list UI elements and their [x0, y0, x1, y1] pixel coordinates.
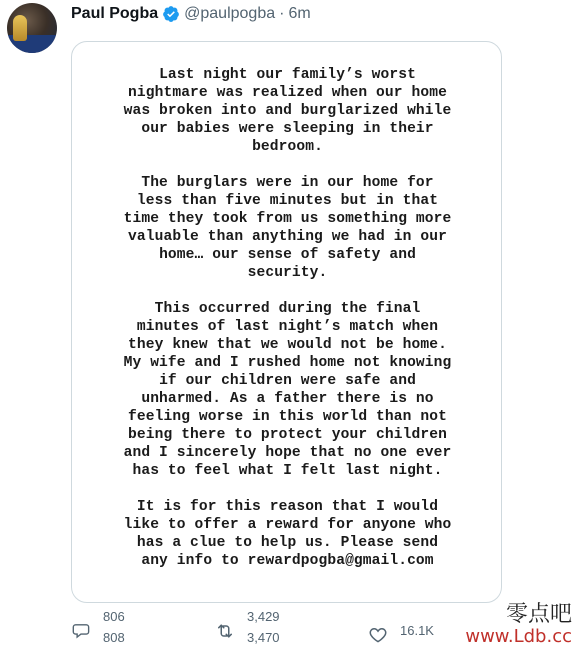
statement-paragraph — [72, 300, 502, 480]
watermark-chinese: 零点吧 — [505, 602, 572, 627]
statement-line: has a clue to help us. Please send — [136, 535, 439, 551]
tweet-header — [71, 4, 311, 24]
avatar-trophy — [13, 15, 27, 41]
statement-line: less than five minutes but in that — [136, 193, 439, 209]
statement-line: time they took from us something more — [123, 211, 452, 227]
statement-line: home… our sense of safety and — [159, 247, 416, 263]
timestamp[interactable]: 6m — [288, 5, 311, 22]
watermark — [465, 603, 572, 647]
statement-paragraph — [72, 498, 502, 570]
watermark-url: www.Ldb.cc — [465, 626, 572, 647]
statement-line: any info to rewardpogba@gmail.com — [141, 553, 434, 569]
statement-text — [72, 66, 502, 588]
statement-line: My wife and I rushed home not knowing — [123, 355, 452, 371]
verified-badge-icon — [162, 5, 180, 23]
statement-line: unharmed. As a father there is no — [141, 391, 434, 407]
reply-count-top: 806 — [103, 612, 125, 624]
display-name[interactable]: Paul Pogba — [71, 5, 159, 22]
separator-dot: · — [279, 5, 285, 22]
retweet-button[interactable] — [215, 612, 287, 649]
statement-paragraph — [72, 66, 502, 156]
statement-line: minutes of last night’s match when — [136, 319, 439, 335]
retweet-count-bottom: 3,470 — [247, 630, 280, 645]
reply-button[interactable] — [71, 612, 143, 649]
statement-image[interactable] — [71, 41, 502, 603]
statement-line: like to offer a reward for anyone who — [123, 517, 452, 533]
heart-icon — [368, 625, 388, 645]
reply-icon — [71, 621, 91, 641]
retweet-count-top: 3,429 — [247, 612, 280, 624]
avatar[interactable] — [7, 3, 57, 53]
statement-line: being there to protect your children — [128, 427, 447, 443]
statement-line: they knew that we would not be home. — [128, 337, 447, 353]
statement-paragraph — [72, 174, 502, 282]
statement-line: has to feel what I felt last night. — [132, 463, 443, 479]
like-button[interactable] — [368, 612, 434, 649]
retweet-count — [247, 612, 287, 649]
statement-line: and I sincerely hope that no one ever — [123, 445, 452, 461]
statement-line: our babies were sleeping in their — [141, 121, 434, 137]
handle[interactable]: @paulpogba — [184, 5, 276, 22]
reply-count-bottom: 808 — [103, 630, 125, 645]
statement-line: was broken into and burglarized while — [123, 103, 452, 119]
statement-line: security. — [247, 265, 328, 281]
statement-line: Last night our family’s worst — [159, 67, 416, 83]
retweet-icon — [215, 621, 235, 641]
statement-line: nightmare was realized when our home — [128, 85, 447, 101]
statement-line: if our children were safe and — [159, 373, 416, 389]
statement-line: It is for this reason that I would — [136, 499, 439, 515]
reply-count — [103, 612, 143, 649]
like-count: 16.1K — [400, 623, 434, 638]
statement-line: This occurred during the final — [154, 301, 421, 317]
statement-line: feeling worse in this world than not — [128, 409, 447, 425]
statement-line: valuable than anything we had in our — [128, 229, 447, 245]
statement-line: bedroom. — [252, 139, 323, 155]
statement-line: The burglars were in our home for — [141, 175, 434, 191]
